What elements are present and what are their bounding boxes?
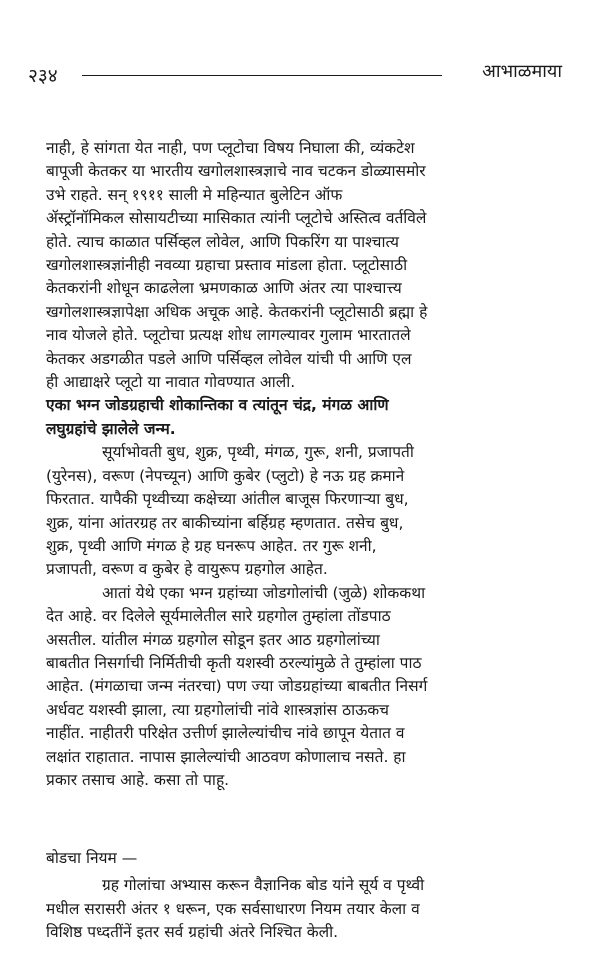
text-line: शुक्र, यांना आंतरग्रह तर बाकीच्यांना बर्हिग्रह म्हणतात. तसेच बुध, [46,513,404,532]
paragraph-2 [46,441,582,581]
text-line: आहेत. (मंगळाचा जन्म नंतरचा) पण ज्या जोडग्रहांच्या बाबतीत निसर्ग [46,677,428,696]
text-line: आतां येथे एका भग्न ग्रहांच्या जोडगोलांची (जुळे) शोककथा [102,583,426,602]
page-header [28,58,562,88]
text-line: बापूजी केतकर या भारतीय खगोलशास्त्रज्ञाचे नाव चटकन डोळ्यासमोर [46,162,426,181]
section-label: बोडचा नियम — [46,849,138,867]
text-line: ग्रह गोलांचा अभ्यास करून वैज्ञानिक बोड यांने सूर्य व पृथ्वी [102,876,425,895]
text-line: होते. त्याच काळात पर्सिव्हल लोवेल, आणि पिकरिंग या पाश्चात्य [46,232,400,251]
header-rule [82,75,442,76]
text-line: केतकर अडगळीत पडले आणि पर्सिव्हल लोवेल यांची पी आणि एल [46,349,412,368]
text-line: बाबतीत निसर्गाची निर्मितीची कृती यशस्वी ठरल्यांमुळे ते तुम्हांला पाठ [46,653,422,672]
text-line: (युरेनस), वरूण (नेपच्यून) आणि कुबेर (प्लुटो) हे नऊ ग्रह क्रमाने [46,466,405,485]
text-line: ही आद्याक्षरे प्लूटो या नावात गोवण्यात आली. [46,373,296,392]
text-line: विशिष्ठ पध्दतींनें इतर सर्व ग्रहांची अंतरे निश्चित केली. [46,923,339,942]
paragraph-4 [46,874,582,944]
text-line: प्रकार तसाच आहे. कसा तो पाहू. [46,770,230,789]
running-title: आभाळमाया [482,61,562,82]
paragraph-1 [46,137,582,394]
text-line: लक्षांत राहातात. नापास झालेल्यांची आठवण कोणालाच नसते. हा [46,747,406,766]
text-line: नाहींत. नाहीतरी परिक्षेत उत्तीर्ण झालेल्यांचीच नांवे छापून येतात व [46,724,405,743]
paragraph-3 [46,582,582,793]
text-line: प्रजापती, वरूण व कुबेर हे वायुरूप ग्रहगोल आहेत. [46,560,328,579]
main-text [46,137,582,792]
text-line: उभे राहते. सन् १९११ साली मे महिन्यात बुलेटिन ऑफ [46,185,343,204]
text-line: शुक्र, पृथ्वी आणि मंगळ हे ग्रह घनरूप आहेत. तर गुरू शनी, [46,536,377,555]
text-line: खगोलशास्त्रज्ञांनीही नवव्या ग्रहाचा प्रस्ताव मांडला होता. प्लूटोसाठी [46,256,408,275]
text-line: फिरतात. यापैकी पृथ्वीच्या कक्षेच्या आंतील बाजूस फिरणाऱ्या बुध, [46,490,409,509]
heading-line: एका भग्न जोडग्रहाची शोकान्तिका व त्यांतून चंद्र, मंगळ आणि [46,396,389,415]
text-line: नाव योजले होते. प्लूटोचा प्रत्यक्ष शोध लागल्यावर गुलाम भारतातले [46,326,411,345]
text-line: सूर्याभोवती बुध, शुक्र, पृथ्वी, मंगळ, गुरू, शनी, प्रजापती [102,443,414,462]
page-number: २३४ [28,65,58,87]
text-line: नाही, हे सांगता येत नाही, पण प्लूटोचा विषय निघाला की, व्यंकटेश [46,139,415,157]
text-line: केतकरांनी शोधून काढलेला भ्रमणकाळ आणि अंतर त्या पाश्चात्त्य [46,279,402,298]
heading-line: लघुग्रहांचे झालेले जन्म. [46,419,176,438]
text-line: असतील. यांतील मंगळ ग्रहगोल सोडून इतर आठ ग्रहगोलांच्या [46,630,380,649]
text-line: देत आहे. वर दिलेले सूर्यमालेतील सारे ग्रहगोल तुम्हांला तोंडपाठ [46,607,391,626]
text-line: खगोलशास्त्रज्ञापेक्षा अधिक अचूक आहे. केतकरांनी प्लूटोसाठी ब्रह्मा हे [46,302,428,321]
text-line: मधील सरासरी अंतर १ धरून, एक सर्वसाधारण नियम तयार केला व [46,899,420,918]
bode-law-section [46,847,582,945]
text-line: अर्धवट यशस्वी झाला, त्या ग्रहगोलांची नांवे शास्त्रज्ञांस ठाऊकच [46,700,390,719]
text-line: ॲस्ट्रॉनॉमिकल सोसायटीच्या मासिकात त्यांनी प्लूटोचे अस्तित्व वर्तविले [46,209,427,228]
section-heading [46,394,582,441]
